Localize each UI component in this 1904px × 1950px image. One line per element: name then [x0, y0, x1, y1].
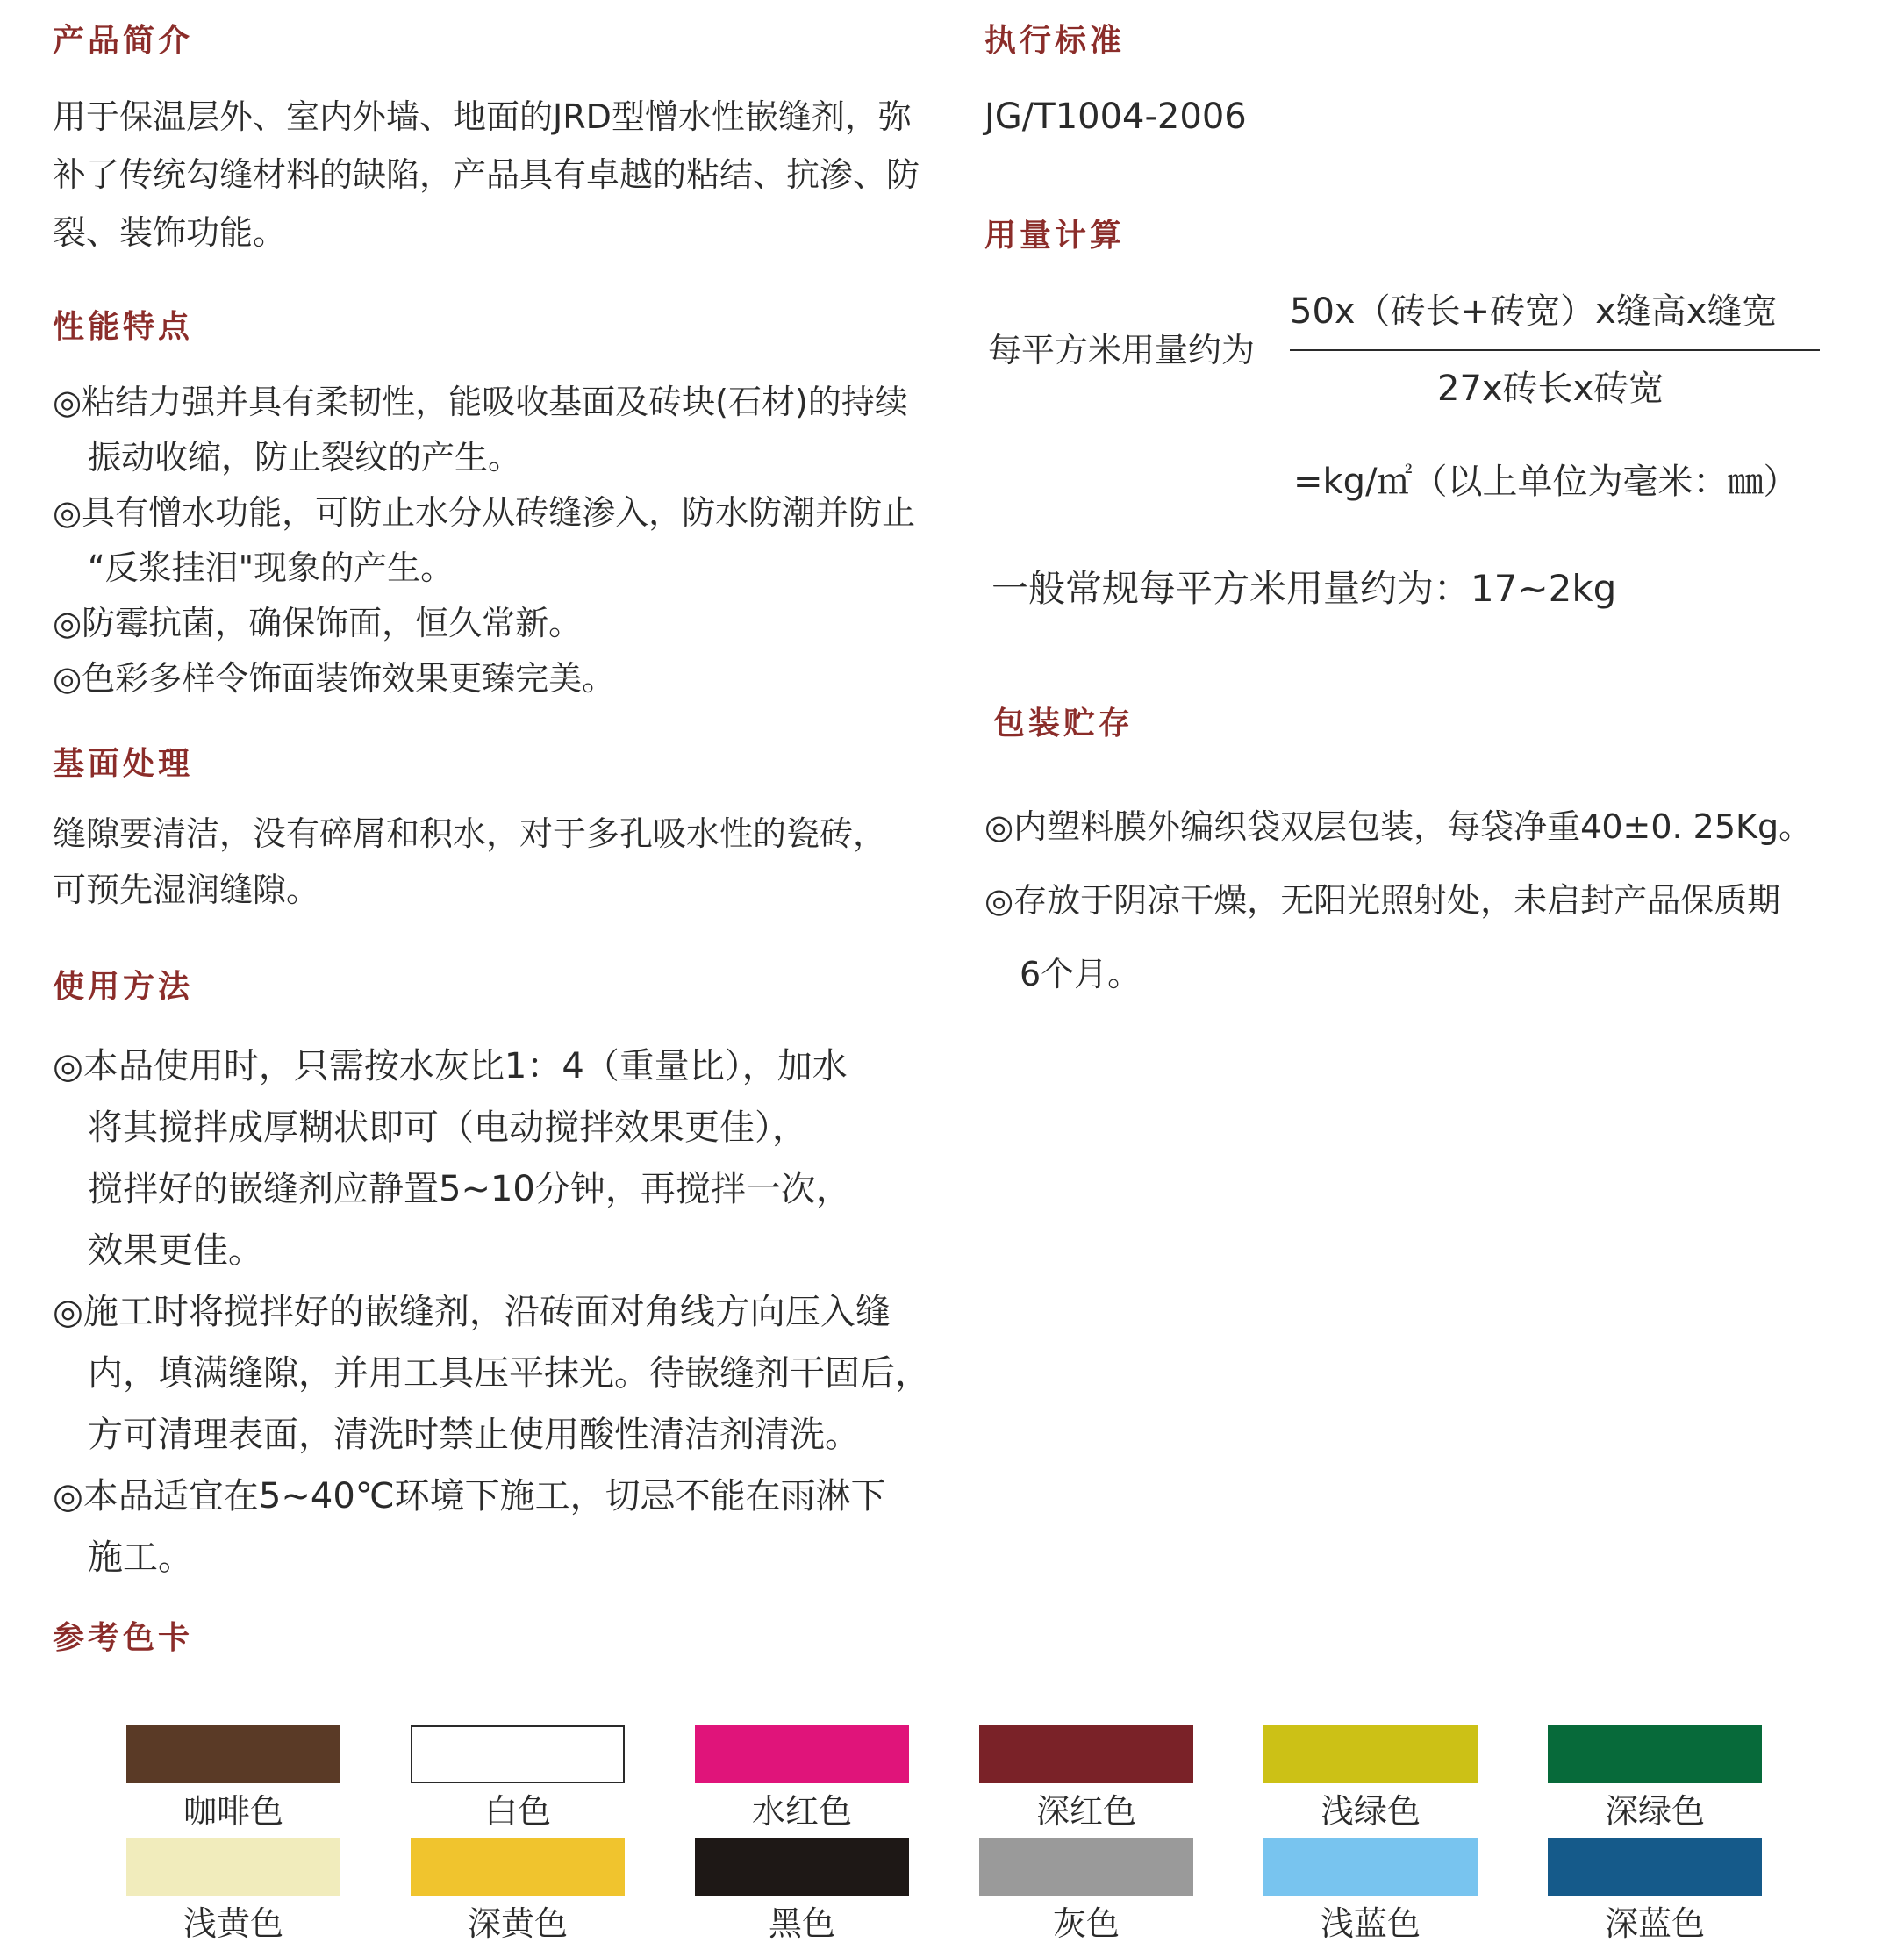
surface-line: 缝隙要清洁，没有碎屑和积水，对于多孔吸水性的瓷砖， [53, 814, 887, 853]
color-swatch-label: 水红色 [751, 1792, 852, 1831]
color-swatch-item [1548, 1838, 1762, 1950]
packaging-item: ◎内塑料膜外编织袋双层包装，每袋净重40±0. 25Kg。 [984, 807, 1813, 846]
intro-heading: 产品简介 [53, 23, 194, 59]
color-swatch [411, 1838, 625, 1896]
packaging-item-cont: 6个月。 [1020, 955, 1142, 993]
feature-item: ◎粘结力强并具有柔韧性，能吸收基面及砖块(石材)的持续 [53, 383, 908, 421]
features-heading: 性能特点 [53, 309, 194, 345]
calc-prefix: 每平方米用量约为 [988, 331, 1256, 369]
packaging-list [984, 790, 1812, 1011]
usage-list [53, 1036, 930, 1588]
usage-item-cont: 内，填满缝隙，并用工具压平抹光。待嵌缝剂干固后， [88, 1353, 930, 1394]
color-swatch [1548, 1725, 1762, 1783]
usage-item-cont: 将其搅拌成厚糊状即可（电动搅拌效果更佳）， [88, 1108, 807, 1148]
color-swatch [411, 1725, 625, 1783]
usage-item: ◎本品适宜在5~40℃环境下施工，切忌不能在雨淋下 [53, 1476, 886, 1516]
color-swatch [1263, 1725, 1478, 1783]
usage-item-cont: 搅拌好的嵌缝剂应静置5~10分钟，再搅拌一次， [88, 1169, 851, 1209]
intro-line: 用于保温层外、室内外墙、地面的JRD型憎水性嵌缝剂，弥 [53, 97, 912, 136]
color-swatch-item [411, 1725, 625, 1838]
color-swatch-item [1263, 1838, 1478, 1950]
color-swatch-item [1548, 1725, 1762, 1838]
color-swatch-label: 深蓝色 [1604, 1904, 1705, 1943]
color-swatch [695, 1725, 909, 1783]
intro-line: 裂、装饰功能。 [53, 213, 287, 252]
surface-text [53, 806, 886, 918]
color-swatch-item [695, 1725, 909, 1838]
color-swatch-label: 浅绿色 [1320, 1792, 1421, 1831]
color-swatch [126, 1838, 340, 1896]
color-swatch-label: 浅黄色 [183, 1904, 283, 1943]
fraction-bar [1290, 349, 1820, 351]
color-swatch-label: 深红色 [1035, 1792, 1136, 1831]
packaging-item: ◎存放于阴凉干燥，无阳光照射处，未启封产品保质期 [984, 881, 1781, 920]
color-swatch-item [126, 1838, 340, 1950]
color-swatch-label: 黑色 [768, 1904, 835, 1943]
color-swatch-label: 浅蓝色 [1320, 1904, 1421, 1943]
color-swatch-label: 白色 [483, 1792, 551, 1831]
color-swatch-label: 咖啡色 [183, 1792, 283, 1831]
color-swatch-label: 深黄色 [467, 1904, 568, 1943]
color-swatch-item [979, 1725, 1193, 1838]
feature-item: ◎色彩多样令饰面装饰效果更臻完美。 [53, 659, 616, 698]
usage-item-cont: 施工。 [88, 1538, 193, 1578]
feature-item: ◎防霉抗菌，确保饰面，恒久常新。 [53, 604, 583, 642]
color-swatch-item [695, 1838, 909, 1950]
calc-numerator: 50x（砖长+砖宽）x缝高x缝宽 [1290, 291, 1778, 332]
usage-item-cont: 效果更佳。 [88, 1230, 263, 1271]
feature-item: ◎具有憎水功能，可防止水分从砖缝渗入，防水防潮并防止 [53, 493, 916, 532]
standard-value: JG/T1004-2006 [984, 97, 1247, 137]
color-swatch [695, 1838, 909, 1896]
color-swatch-label: 灰色 [1052, 1904, 1120, 1943]
usage-heading: 使用方法 [53, 969, 194, 1005]
feature-item-cont: “反浆挂泪"现象的产生。 [88, 548, 455, 587]
intro-text [53, 88, 920, 262]
calc-heading: 用量计算 [984, 218, 1126, 254]
color-swatch [1263, 1838, 1478, 1896]
standard-heading: 执行标准 [984, 23, 1126, 59]
surface-heading: 基面处理 [53, 746, 194, 782]
usage-item-cont: 方可清理表面，清洗时禁止使用酸性清洁剂清洗。 [88, 1415, 860, 1455]
colors-heading: 参考色卡 [53, 1620, 194, 1656]
color-swatch-item [1263, 1725, 1478, 1838]
calc-result: =kg/㎡（以上单位为毫米：㎜） [1293, 462, 1799, 502]
color-swatch [979, 1725, 1193, 1783]
color-swatch-label: 深绿色 [1604, 1792, 1705, 1831]
calc-denominator: 27x砖长x砖宽 [1437, 369, 1664, 409]
color-swatch [1548, 1838, 1762, 1896]
usage-item: ◎本品使用时，只需按水灰比1：4（重量比），加水 [53, 1046, 848, 1086]
packaging-heading: 包装贮存 [993, 706, 1135, 742]
feature-item-cont: 振动收缩，防止裂纹的产生。 [88, 438, 522, 477]
intro-line: 补了传统勾缝材料的缺陷，产品具有卓越的粘结、抗渗、防 [53, 155, 920, 194]
color-swatch [979, 1838, 1193, 1896]
color-swatch [126, 1725, 340, 1783]
calc-typical: 一般常规每平方米用量约为：17~2kg [991, 567, 1617, 610]
color-swatch-item [126, 1725, 340, 1838]
usage-item: ◎施工时将搅拌好的嵌缝剂，沿砖面对角线方向压入缝 [53, 1292, 891, 1332]
color-swatch-item [411, 1838, 625, 1950]
color-swatch-item [979, 1838, 1193, 1950]
features-list [53, 375, 915, 706]
surface-line: 可预先湿润缝隙。 [53, 871, 320, 909]
